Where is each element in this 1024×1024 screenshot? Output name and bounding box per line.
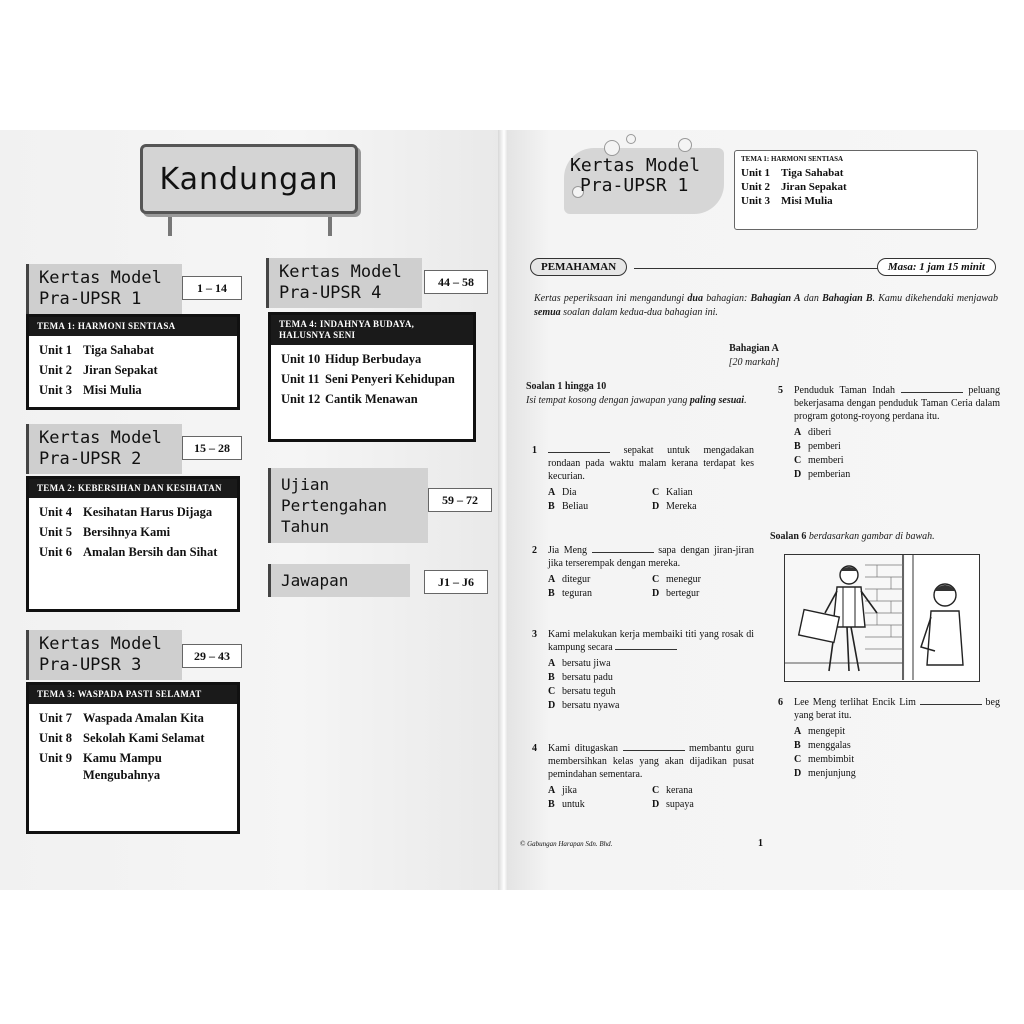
bubble-decoration xyxy=(678,138,692,152)
instr-text: soalan dalam kedua-dua bahagian ini. xyxy=(560,307,718,318)
stem-text: Kami melakukan kerja membaiki titi yang rosak di kampung secara xyxy=(548,629,754,653)
option-letter: C xyxy=(652,487,660,498)
unit-name: Seni Penyeri Kehidupan xyxy=(325,372,455,386)
stem-text: sapa dengan jiran-jiran jika terserempak dengan mereka. xyxy=(548,545,754,569)
paper-logo-text xyxy=(570,156,700,196)
option-letter: D xyxy=(794,469,802,480)
tema-heading: TEMA 1: HARMONI SENTIASA xyxy=(29,317,237,336)
option-letter: B xyxy=(548,588,555,599)
stem-text: beg yang berat itu. xyxy=(794,697,1000,721)
contents-title-sign xyxy=(140,144,358,214)
unit-name: Misi Mulia xyxy=(83,383,142,397)
tag-line: Pra-UPSR 1 xyxy=(39,289,142,309)
kertas-tag-1 xyxy=(26,264,182,314)
option-letter: A xyxy=(548,574,556,585)
stem-text: peluang bekerjasama dengan penduduk Taman Ceria dalam program gotong-royong perdana itu. xyxy=(794,385,1000,422)
answer-blank xyxy=(615,641,677,650)
question-stem xyxy=(548,544,754,570)
unit-row xyxy=(39,362,227,379)
unit-row xyxy=(281,391,463,408)
option[interactable] xyxy=(548,486,652,499)
tema-heading: TEMA 4: INDAHNYA BUDAYA, HALUSNYA SENI xyxy=(271,315,473,345)
option-text: mengepit xyxy=(808,726,846,737)
unit-list xyxy=(271,345,473,417)
unit-name: Sekolah Kami Selamat xyxy=(83,731,205,745)
ujian-tag xyxy=(268,468,428,543)
tag-line: Pra-UPSR 3 xyxy=(39,655,142,675)
option-letter: A xyxy=(794,726,802,737)
stem-text: membantu guru membersihkan kelas yang akan dijadikan pusat pemindahan sementara. xyxy=(548,743,754,780)
question-number: 6 xyxy=(778,697,783,708)
option-letter: D xyxy=(652,799,660,810)
option-letter: D xyxy=(652,588,660,599)
unit-number: Unit 3 xyxy=(39,383,72,397)
option-text: pemberi xyxy=(808,441,841,452)
option[interactable] xyxy=(548,798,652,811)
unit-number: Unit 2 xyxy=(39,363,72,377)
option[interactable] xyxy=(548,500,652,513)
answer-blank xyxy=(548,444,610,453)
unit-number: Unit 12 xyxy=(281,392,321,406)
picture-instruction xyxy=(770,530,1000,544)
unit-number: Unit 11 xyxy=(281,372,320,386)
question-6 xyxy=(778,696,1000,780)
tema-heading: TEMA 2: KEBERSIHAN DAN KESIHATAN xyxy=(29,479,237,498)
book-spread xyxy=(0,130,1024,890)
logo-line: Kertas Model xyxy=(570,155,701,176)
question-range: Soalan 1 hingga 10 xyxy=(526,381,607,392)
option-text: pemberian xyxy=(808,469,851,480)
question-instructions xyxy=(526,394,756,408)
unit-number: Unit 1 xyxy=(741,167,771,179)
page-range-ujian: 59 – 72 xyxy=(428,488,492,512)
left-page xyxy=(0,130,500,890)
option[interactable] xyxy=(652,486,756,499)
unit-number: Unit 2 xyxy=(741,181,771,193)
option[interactable] xyxy=(794,440,994,453)
stem-text: Kami ditugaskan xyxy=(548,743,623,754)
unit-row xyxy=(39,710,227,727)
question-illustration xyxy=(784,554,980,682)
option[interactable] xyxy=(548,671,748,684)
option-letter: B xyxy=(794,441,801,452)
unit-name: Cantik Menawan xyxy=(325,392,418,406)
question-3 xyxy=(532,628,754,712)
tema-heading: TEMA 3: WASPADA PASTI SELAMAT xyxy=(29,685,237,704)
section-bar xyxy=(530,258,996,280)
option-text: Beliau xyxy=(562,501,589,512)
page-range-4: 44 – 58 xyxy=(424,270,488,294)
unit-number: Unit 8 xyxy=(39,731,72,745)
option-letter: B xyxy=(548,672,555,683)
stem-text: Penduduk Taman Indah xyxy=(794,385,901,396)
option-letter: A xyxy=(794,427,802,438)
tag-line: Pra-UPSR 2 xyxy=(39,449,142,469)
unit-number: Unit 7 xyxy=(39,711,72,725)
kertas-tag-4 xyxy=(266,258,422,308)
option[interactable] xyxy=(794,767,994,780)
option[interactable] xyxy=(794,725,994,738)
time-allowed: Masa: 1 jam 15 minit xyxy=(877,258,996,276)
answer-blank xyxy=(623,742,685,751)
option[interactable] xyxy=(652,784,756,797)
unit-number: Unit 10 xyxy=(281,352,321,366)
option-text: bersatu nyawa xyxy=(562,700,620,711)
option-letter: B xyxy=(548,799,555,810)
sign-post xyxy=(168,214,172,236)
bubble-decoration xyxy=(626,134,636,144)
tema-card-3 xyxy=(26,682,240,834)
unit-list xyxy=(29,704,237,793)
unit-row xyxy=(39,544,227,561)
option-letter: B xyxy=(794,740,801,751)
unit-name: Tiga Sahabat xyxy=(83,343,154,357)
options xyxy=(548,784,754,811)
question-stem xyxy=(548,444,754,483)
page-range-1: 1 – 14 xyxy=(182,276,242,300)
illustration-svg xyxy=(785,555,978,680)
page-range-jawapan: J1 – J6 xyxy=(424,570,488,594)
option-letter: D xyxy=(794,768,802,779)
option[interactable] xyxy=(652,798,756,811)
page-number: 1 xyxy=(758,838,763,849)
option-letter: A xyxy=(548,785,556,796)
tag-line: Ujian xyxy=(281,475,330,494)
unit-row xyxy=(281,351,463,368)
question-stem xyxy=(548,628,754,654)
unit-number: Unit 6 xyxy=(39,545,72,559)
unit-name: Jiran Sepakat xyxy=(781,181,847,193)
option[interactable] xyxy=(794,426,994,439)
instr-text: Kertas peperiksaan ini mengandungi xyxy=(534,293,688,304)
option[interactable] xyxy=(652,587,756,600)
tema-card-2 xyxy=(26,476,240,612)
question-4 xyxy=(532,742,754,811)
unit-row xyxy=(39,504,227,521)
tag-line: Kertas Model xyxy=(39,268,162,288)
tag-line: Tahun xyxy=(281,517,330,536)
instr-text: Bahagian A xyxy=(750,293,801,304)
option-text: bersatu jiwa xyxy=(562,658,611,669)
section-label: PEMAHAMAN xyxy=(530,258,627,276)
question-number: 2 xyxy=(532,545,537,556)
instr-text: Soalan 6 xyxy=(770,531,807,542)
unit-name: Kamu Mampu Mengubahnya xyxy=(83,751,162,782)
option[interactable] xyxy=(794,454,994,467)
tag-line: Pertengahan xyxy=(281,496,387,515)
unit-row xyxy=(39,382,227,399)
kertas-tag-2 xyxy=(26,424,182,474)
unit-number: Unit 9 xyxy=(39,751,72,765)
instr-text: bahagian: xyxy=(702,293,751,304)
question-1 xyxy=(532,444,754,513)
stem-text: Jia Meng xyxy=(548,545,592,556)
unit-row xyxy=(281,371,463,388)
answer-blank xyxy=(592,544,654,553)
question-number: 1 xyxy=(532,445,537,456)
question-5 xyxy=(778,384,1000,481)
option-text: menjunjung xyxy=(808,768,856,779)
question-stem xyxy=(794,384,1000,423)
tema-card-4 xyxy=(268,312,476,442)
option-letter: B xyxy=(548,501,555,512)
stem-text: Lee Meng terlihat Encik Lim xyxy=(794,697,920,708)
unit-row xyxy=(741,166,971,180)
unit-list xyxy=(29,336,237,408)
option-text: supaya xyxy=(666,799,694,810)
option[interactable] xyxy=(548,587,652,600)
copyright: © Gabungan Harapan Sdn. Bhd. xyxy=(520,840,613,848)
instructions xyxy=(534,292,998,320)
logo-line: Pra-UPSR 1 xyxy=(580,175,689,196)
tema-card-1 xyxy=(26,314,240,410)
bubble-decoration xyxy=(604,140,620,156)
unit-row xyxy=(39,750,227,784)
option-text: bersatu teguh xyxy=(562,686,616,697)
tag-line: Kertas Model xyxy=(39,634,162,654)
right-page xyxy=(508,130,1024,890)
options xyxy=(794,426,1000,481)
option-text: bertegur xyxy=(666,588,700,599)
instr-text: semua xyxy=(534,307,561,318)
option[interactable] xyxy=(548,784,652,797)
option-text: teguran xyxy=(562,588,592,599)
tag-line: Kertas Model xyxy=(39,428,162,448)
option[interactable] xyxy=(794,739,994,752)
option[interactable] xyxy=(548,657,748,670)
options xyxy=(794,725,1000,780)
instr-text: berdasarkan gambar di bawah. xyxy=(806,531,935,542)
contents-title: Kandungan xyxy=(159,161,339,197)
instr-text: dan xyxy=(800,293,823,304)
option-letter: C xyxy=(652,574,660,585)
stem-text: sepakat untuk mengadakan rondaan pada waktu malam kerana terdapat kes kecurian. xyxy=(548,445,754,482)
option-text: Mereka xyxy=(666,501,697,512)
option-letter: A xyxy=(548,487,556,498)
unit-number: Unit 3 xyxy=(741,195,771,207)
section-marks: [20 markah] xyxy=(728,357,780,368)
option-text: membimbit xyxy=(808,754,855,765)
question-number: 5 xyxy=(778,385,783,396)
answer-blank xyxy=(901,384,963,393)
question-number: 3 xyxy=(532,629,537,640)
option-text: menegur xyxy=(666,574,701,585)
option-letter: C xyxy=(548,686,556,697)
option-text: memberi xyxy=(808,455,844,466)
unit-name: Amalan Bersih dan Sihat xyxy=(83,545,218,559)
question-stem xyxy=(794,696,1000,722)
option-letter: C xyxy=(652,785,660,796)
page-range-3: 29 – 43 xyxy=(182,644,242,668)
unit-list xyxy=(29,498,237,570)
option-text: bersatu padu xyxy=(562,672,613,683)
option-text: Kalian xyxy=(666,487,693,498)
unit-name: Jiran Sepakat xyxy=(83,363,158,377)
section-divider xyxy=(634,268,878,269)
option-letter: D xyxy=(548,700,556,711)
option[interactable] xyxy=(548,685,748,698)
sign-post xyxy=(328,214,332,236)
question-2 xyxy=(532,544,754,600)
option-text: diberi xyxy=(808,427,832,438)
instr-text: dua xyxy=(687,293,703,304)
options xyxy=(548,486,754,513)
unit-number: Unit 1 xyxy=(39,343,72,357)
instr-text: . xyxy=(744,395,747,406)
options xyxy=(548,657,754,712)
instr-text: . Kamu dikehendaki menjawab xyxy=(872,293,998,304)
question-stem xyxy=(548,742,754,781)
option[interactable] xyxy=(794,468,994,481)
unit-name: Kesihatan Harus Dijaga xyxy=(83,505,213,519)
instr-text: Bahagian B xyxy=(822,293,873,304)
option-letter: C xyxy=(794,455,802,466)
option[interactable] xyxy=(652,573,756,586)
option-text: kerana xyxy=(666,785,693,796)
answer-blank xyxy=(920,696,982,705)
option-text: untuk xyxy=(562,799,585,810)
unit-row xyxy=(39,342,227,359)
option[interactable] xyxy=(548,699,748,712)
page-range-2: 15 – 28 xyxy=(182,436,242,460)
jawapan-tag: Jawapan xyxy=(268,564,410,597)
instr-text: Isi tempat kosong dengan jawapan yang xyxy=(526,395,690,406)
unit-row xyxy=(39,730,227,747)
option-letter: D xyxy=(652,501,660,512)
option[interactable] xyxy=(794,753,994,766)
tag-line: Kertas Model xyxy=(279,262,402,282)
option[interactable] xyxy=(652,500,756,513)
option-text: menggalas xyxy=(808,740,851,751)
unit-name: Bersihnya Kami xyxy=(83,525,171,539)
option-text: jika xyxy=(562,785,577,796)
option-text: Dia xyxy=(562,487,577,498)
unit-row xyxy=(741,194,971,208)
unit-number: Unit 4 xyxy=(39,505,72,519)
option-text: ditegur xyxy=(562,574,591,585)
section-heading: Bahagian A xyxy=(729,343,779,354)
unit-name: Misi Mulia xyxy=(781,195,833,207)
options xyxy=(548,573,754,600)
option[interactable] xyxy=(548,573,652,586)
tema-box xyxy=(734,150,978,230)
question-number: 4 xyxy=(532,743,537,754)
tema-heading: TEMA 1: HARMONI SENTIASA xyxy=(741,155,844,163)
unit-number: Unit 5 xyxy=(39,525,72,539)
unit-name: Hidup Berbudaya xyxy=(325,352,422,366)
unit-name: Waspada Amalan Kita xyxy=(83,711,204,725)
option-letter: C xyxy=(794,754,802,765)
tag-line: Pra-UPSR 4 xyxy=(279,283,382,303)
kertas-tag-3 xyxy=(26,630,182,680)
unit-name: Tiga Sahabat xyxy=(781,167,844,179)
option-letter: A xyxy=(548,658,556,669)
instr-text: paling sesuai xyxy=(689,395,745,406)
unit-row xyxy=(39,524,227,541)
unit-row xyxy=(741,180,971,194)
